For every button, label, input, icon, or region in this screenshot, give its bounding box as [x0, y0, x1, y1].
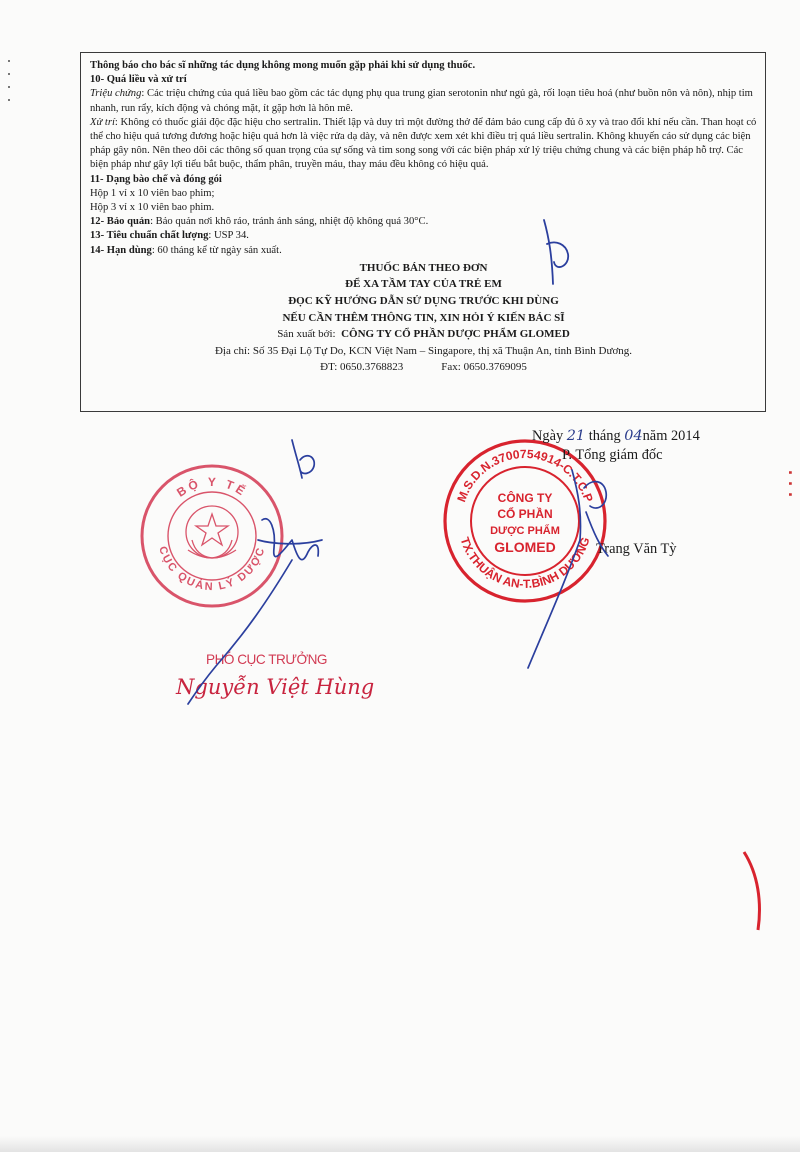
deputy-director-title: P. Tổng giám đốc — [562, 447, 663, 463]
ministry-stamp-bottom-text: CỤC QUẢN LÝ DƯỢC — [156, 544, 268, 594]
date-month-label: tháng — [588, 428, 621, 444]
deputy-director-name: Trang Văn Tỳ — [596, 541, 677, 557]
section-13-title: 13- Tiêu chuẩn chất lượng — [90, 230, 209, 242]
date-day-label: Ngày — [532, 428, 564, 444]
section-13-text: : USP 34. — [208, 230, 249, 242]
company-stamp-ring-top: M.S.D.N.3700754914-C.T.C.P — [454, 446, 596, 504]
section-10-symptoms — [90, 87, 757, 115]
company-stamp-line-4: GLOMED — [494, 539, 556, 555]
date-month: 04 — [624, 428, 643, 444]
deputy-head-name: Nguyễn Việt Hùng — [176, 675, 375, 699]
company-stamp-line-3: DƯỢC PHẨM — [490, 525, 560, 537]
treatment-text: : Không có thuốc giải độc đặc hiệu cho sertralin. Thiết lập và duy trì một đường thở để đảm bảo cung cấp đủ ô xy và trao đổi khí nếu cần. Than hoạt có thể cho hiệu quả tương đương hoặc hiệu quả hơn là việc rửa dạ dày, và nên được xem xét khi điều trị quá liều sertralin. Không khuyến cáo sử dụng các biện pháp gây nôn. Nên theo dõi các thông số quan trọng của sự sống và tim song song với các biện pháp xử lý triệu chứng chung và các biện pháp hỗ trợ. Các biện pháp như gây lợi tiểu bắt buộc, thẩm phân, truyền máu, thay máu đều không có hiệu quả. — [90, 116, 757, 171]
svg-text:BỘ Y TẾ — [174, 475, 250, 500]
manufacturer-name: CÔNG TY CỔ PHẦN DƯỢC PHẨM GLOMED — [341, 328, 570, 341]
section-13 — [90, 229, 757, 243]
section-12-title: 12- Bảo quản — [90, 216, 151, 228]
section-11-line-1: Hộp 1 vỉ x 10 viên bao phim; — [90, 187, 215, 199]
section-10-treatment — [90, 116, 757, 173]
notice-ask-doctor: NẾU CẦN THÊM THÔNG TIN, XIN HỎI Ý KIẾN BÁC SĨ — [282, 311, 565, 324]
ministry-stamp-top-text: BỘ Y TẾ — [174, 474, 250, 500]
scan-edge-marks — [8, 60, 10, 112]
manufacturer — [90, 326, 757, 343]
section-9-tail: Thông báo cho bác sĩ những tác dụng không mong muốn gặp phải khi sử dụng thuốc. — [90, 60, 476, 71]
manufacturer-contact — [90, 359, 757, 375]
section-12-text: : Bảo quản nơi khô ráo, tránh ánh sáng, nhiệt độ không quá 30°C. — [150, 216, 429, 228]
date-day: 21 — [566, 428, 586, 444]
state-emblem-icon — [186, 506, 238, 558]
scan-bottom-edge — [0, 1136, 800, 1152]
section-14-title: 14- Hạn dùng — [90, 244, 152, 256]
sign-date — [532, 428, 700, 445]
manufacturer-address: Địa chỉ: Số 35 Đại Lộ Tự Do, KCN Việt Nam – Singapore, thị xã Thuận An, tỉnh Bình Dương. — [214, 344, 633, 357]
right-edge-fragment: · · · — [780, 470, 800, 498]
manufacturer-label: Sản xuất bởi: — [277, 328, 336, 341]
ministry-stamp — [138, 462, 286, 610]
section-11-title: 11- Dạng bào chế và đóng gói — [90, 173, 222, 185]
symptom-label: Triệu chứng — [90, 88, 142, 100]
svg-text:CỤC QUẢN LÝ DƯỢC — [156, 545, 268, 593]
notice-keep-away: ĐỂ XA TẦM TAY CỦA TRẺ EM — [345, 278, 502, 291]
section-14 — [90, 244, 757, 258]
company-stamp-ring-bottom: TX.THUẬN AN-T.BÌNH DƯƠNG — [457, 535, 593, 592]
date-year: năm 2014 — [642, 428, 700, 444]
section-12 — [90, 215, 757, 229]
manufacturer-phone: ĐT: 0650.3768823 — [320, 361, 404, 374]
content-box — [80, 52, 766, 412]
manufacturer-fax: Fax: 0650.3769095 — [441, 361, 527, 374]
section-14-text: : 60 tháng kể từ ngày sản xuất. — [151, 244, 282, 256]
company-stamp-line-2: CỔ PHẦN — [497, 507, 553, 521]
section-11-line-2: Hộp 3 vỉ x 10 viên bao phim. — [90, 202, 215, 214]
section-10-title: 10- Quá liều và xử trí — [90, 74, 187, 86]
notice-read-guide: ĐỌC KỸ HƯỚNG DẪN SỬ DỤNG TRƯỚC KHI DÙNG — [288, 295, 559, 308]
company-stamp-line-1: CÔNG TY — [497, 491, 553, 505]
notice-prescription: THUỐC BÁN THEO ĐƠN — [359, 261, 488, 274]
symptom-text: : Các triệu chứng của quá liều bao gồm các tác dụng phụ qua trung gian serotonin như ngủ gà, rối loạn tiêu hoá (như buồn nôn và nôn), nhịp tim nhanh, run rẩy, kích động và chóng mặt, ít gặp hơn là hôn mê. — [90, 88, 753, 114]
treatment-label: Xử trí — [90, 116, 115, 128]
deputy-head-title: PHÓ CỤC TRƯỞNG — [206, 652, 327, 667]
